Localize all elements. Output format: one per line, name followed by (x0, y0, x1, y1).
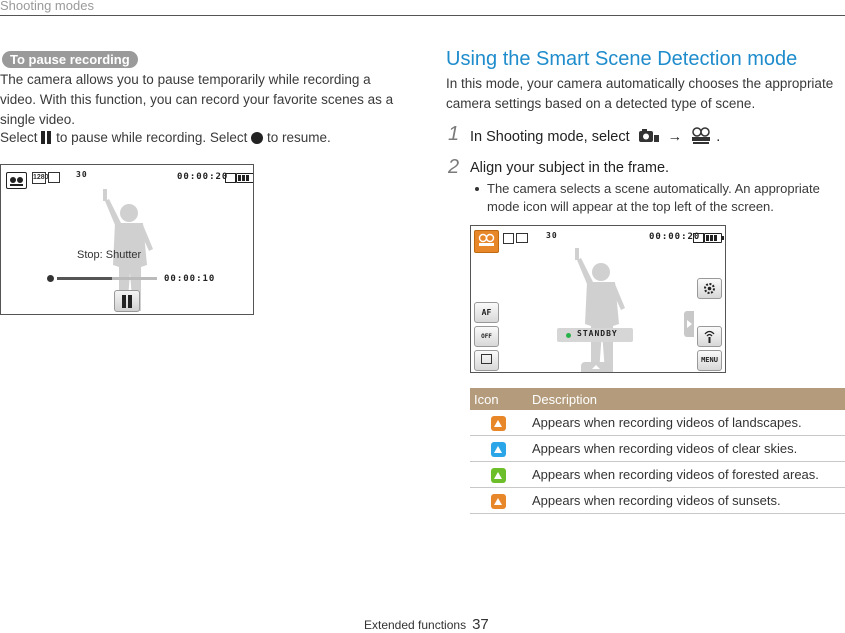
table-row (470, 436, 845, 462)
landscape-scene-icon (491, 416, 506, 431)
running-header: Shooting modes (0, 0, 94, 13)
arrow-right-icon (687, 320, 692, 328)
recording-timer: 00:00:20 (177, 172, 229, 182)
expand-arrow-button[interactable] (684, 311, 694, 337)
smart-scene-screen-illustration (470, 225, 726, 373)
select-text-a: Select (0, 130, 38, 145)
stop-shutter-label: Stop: Shutter (77, 249, 142, 261)
bullet-text: The camera selects a scene automatically. An appropriate mode icon will appear at the top left of the screen. (487, 181, 820, 214)
elapsed-timer: 00:00:10 (164, 274, 216, 284)
row-description: Appears when recording videos of forested areas. (526, 462, 845, 488)
video-size-icon: 1280 (32, 172, 46, 184)
row-description: Appears when recording videos of landscapes. (526, 410, 845, 436)
progress-fill (57, 277, 112, 280)
pause-button[interactable] (114, 290, 140, 312)
timer-off-button[interactable] (474, 326, 499, 347)
progress-start-dot (47, 275, 54, 282)
pause-paragraph: The camera allows you to pause temporarily while recording a video. With this function, you can record your favorite scenes as a single video. (0, 72, 394, 127)
stabilizer-button[interactable] (474, 350, 499, 371)
standby-indicator (557, 328, 633, 342)
scene-icon-table (470, 388, 845, 514)
page-footer (364, 616, 489, 633)
table-row (470, 462, 845, 488)
scene-settings-button[interactable] (697, 278, 722, 299)
table-header-row (470, 388, 845, 410)
battery-icon (236, 173, 254, 183)
video-size-icon (503, 233, 514, 244)
gear-icon (703, 282, 716, 295)
wireless-icon (703, 330, 716, 343)
header-description: Description (526, 388, 845, 410)
step-2-number: 2 (448, 156, 460, 178)
header-icon: Icon (470, 388, 526, 410)
standby-dot-icon (566, 333, 571, 338)
page-number: 37 (472, 616, 489, 633)
header-rule (0, 15, 845, 16)
pause-icon (41, 131, 52, 144)
pause-screen-illustration (0, 164, 254, 315)
wireless-button[interactable] (697, 326, 722, 347)
select-text-b: to pause while recording. Select (56, 130, 248, 145)
sunset-scene-icon (491, 494, 506, 509)
menu-button[interactable]: MENU (697, 350, 722, 371)
pause-button-icon (122, 295, 132, 306)
row-description: Appears when recording videos of clear skies. (526, 436, 845, 462)
subject-silhouette (569, 242, 639, 372)
memory-card-icon (693, 233, 704, 243)
scroll-up-tab[interactable] (581, 362, 611, 372)
stabilizer-icon (481, 354, 492, 364)
standby-label: STANDBY (577, 329, 618, 338)
smart-mode-icon (690, 127, 712, 145)
bullet-dot (475, 187, 479, 191)
fps-indicator: 30 (546, 231, 558, 240)
fps-indicator: 30 (76, 170, 88, 179)
arrow-up-icon (592, 365, 600, 369)
camera-mode-icon (638, 128, 660, 143)
step-1-number: 1 (448, 123, 460, 145)
intro-paragraph: In this mode, your camera automatically chooses the appropriate camera settings based on a detected type of scene. (446, 76, 834, 111)
step-1-text (470, 127, 720, 145)
section-title: Using the Smart Scene Detection mode (446, 48, 798, 70)
step-1-arrow: → (667, 129, 683, 145)
table-row (470, 488, 845, 514)
natural-green-scene-icon (491, 468, 506, 483)
step-1-text-c: . (716, 129, 721, 145)
table-row (470, 410, 845, 436)
progress-track (57, 277, 157, 280)
record-icon (251, 132, 263, 144)
footer-section: Extended functions (364, 618, 467, 632)
step-1-text-a: In Shooting mode, select (470, 129, 630, 145)
step-2-text: Align your subject in the frame. (470, 160, 670, 176)
metering-icon (516, 233, 528, 243)
metering-icon (48, 172, 60, 183)
memory-card-icon (225, 173, 236, 183)
section-pill: To pause recording (2, 51, 138, 68)
video-mode-icon (6, 172, 27, 189)
pause-instruction (0, 128, 400, 148)
af-button[interactable]: AF (474, 302, 499, 323)
smart-scene-icon (474, 230, 499, 253)
battery-icon (704, 233, 722, 243)
timer-off-label: OFF (481, 333, 492, 340)
row-description: Appears when recording videos of sunsets. (526, 488, 845, 514)
select-text-c: to resume. (266, 130, 331, 145)
recording-timer: 00:00:20 (649, 232, 701, 242)
blue-sky-scene-icon (491, 442, 506, 457)
